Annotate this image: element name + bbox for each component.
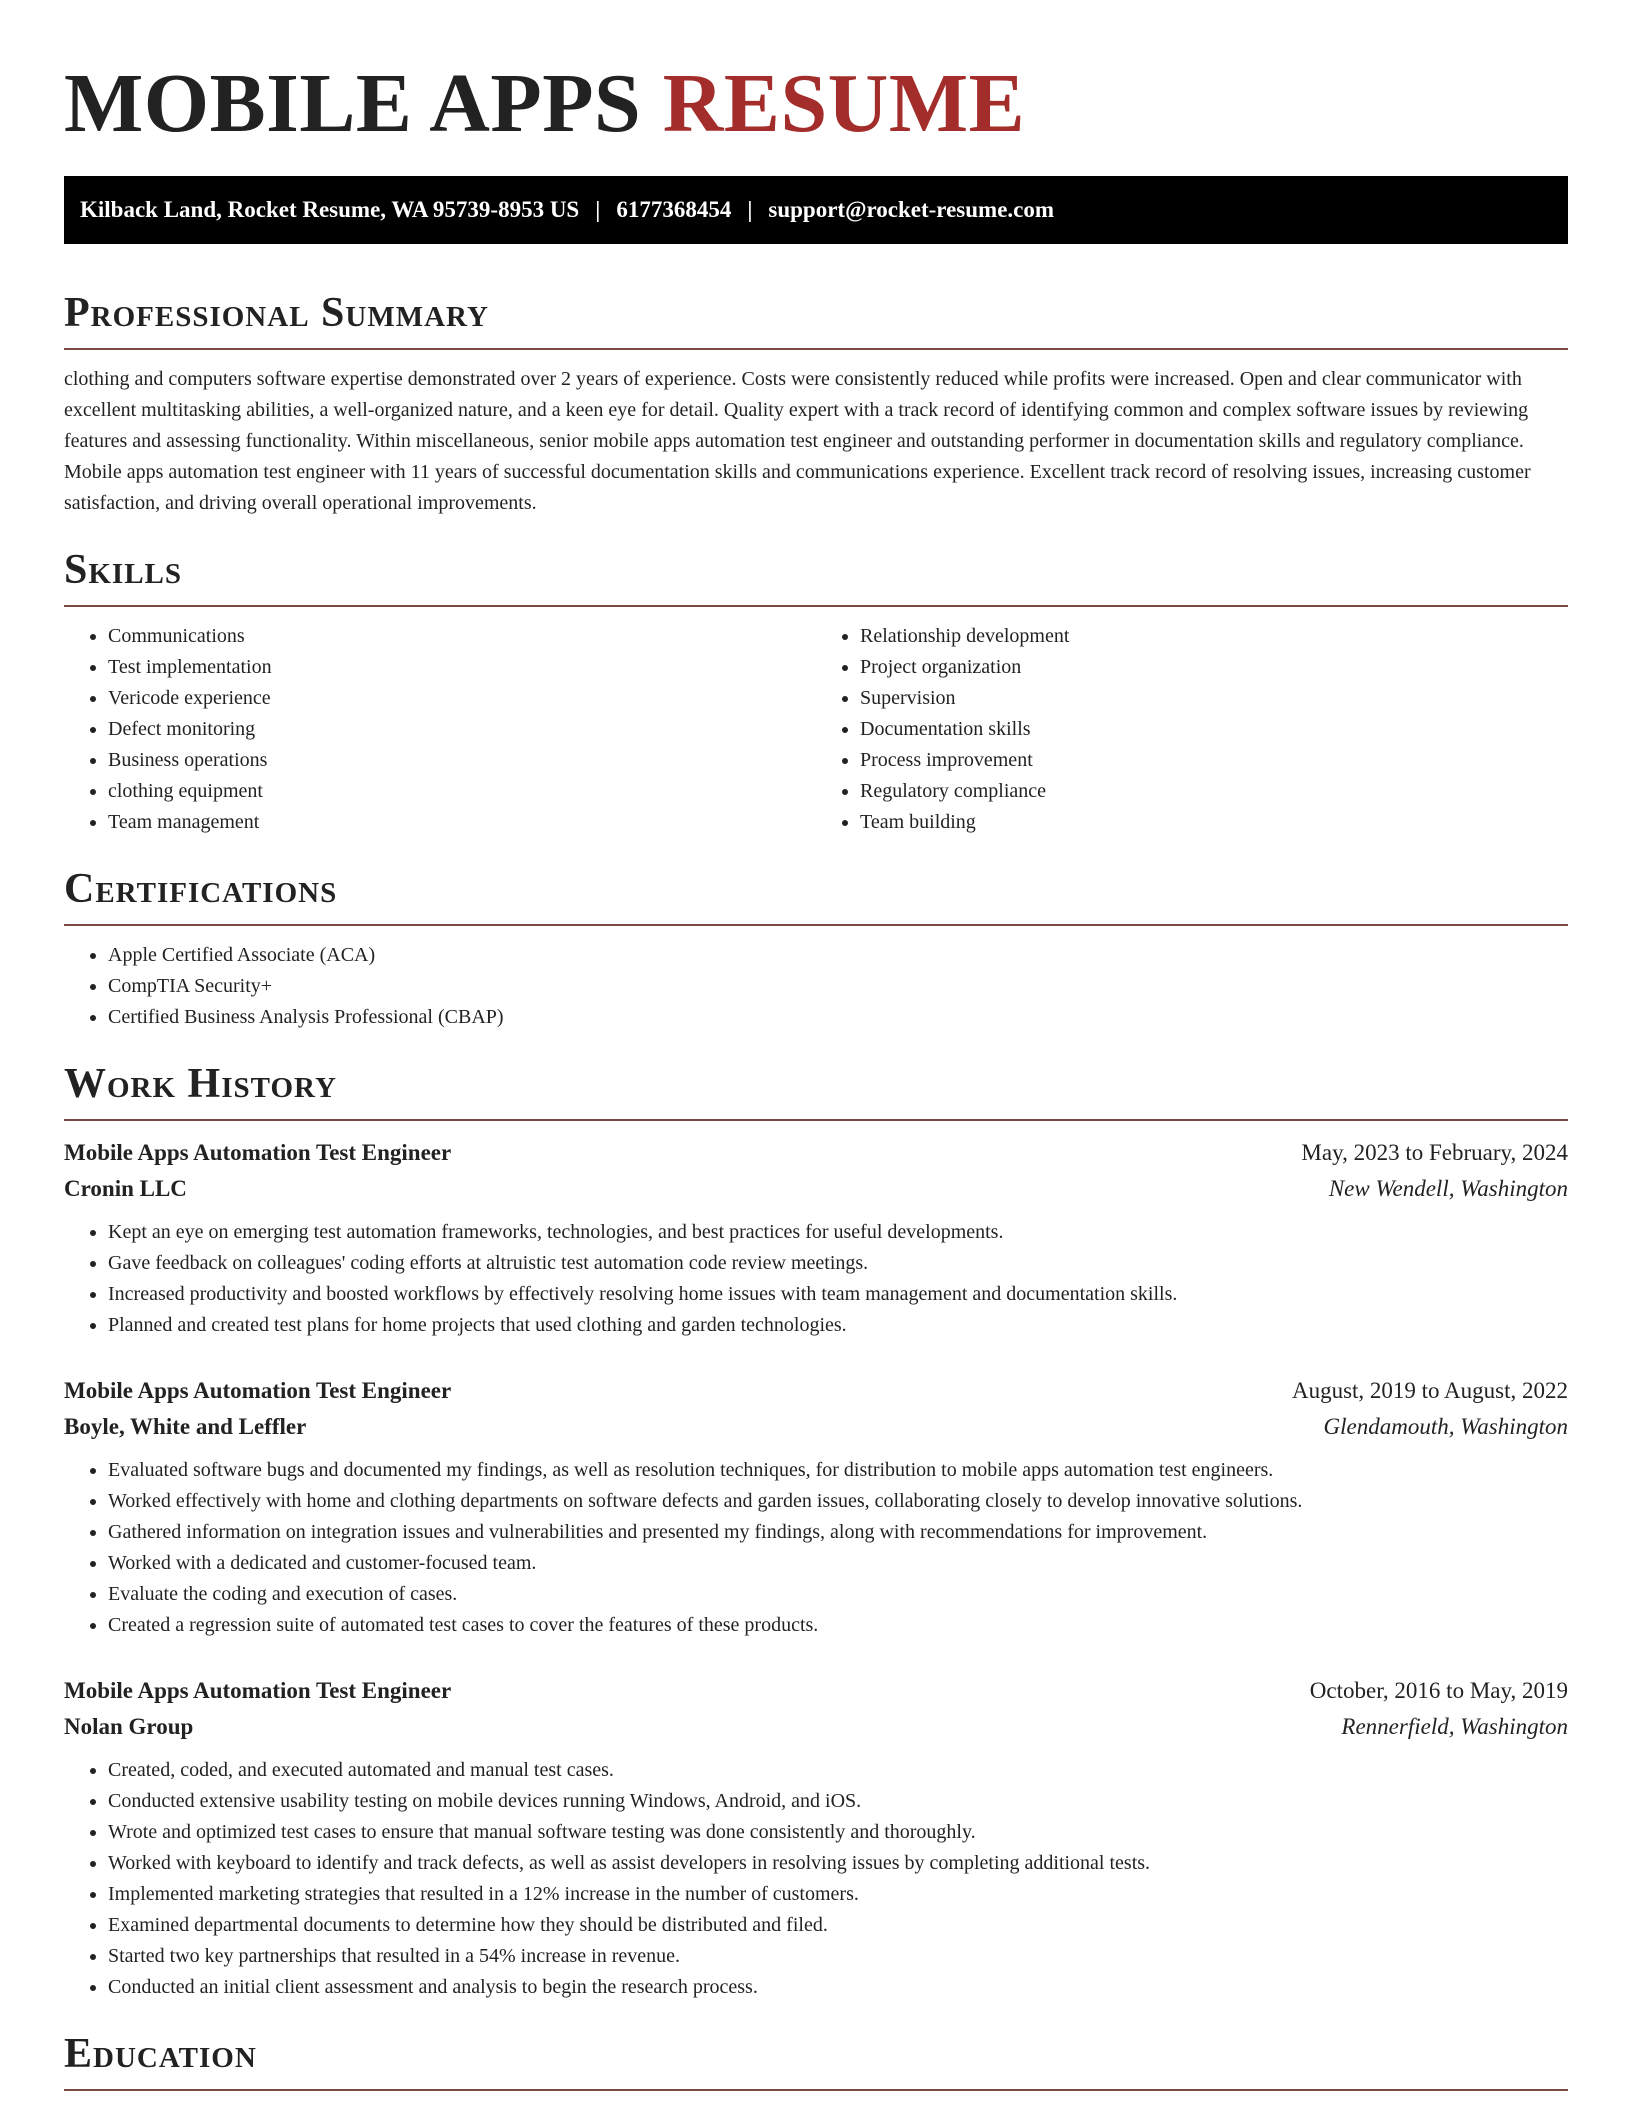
skill-item: • Defect monitoring [108, 714, 816, 745]
job-entry [64, 1373, 1568, 1641]
skill-item: • clothing equipment [108, 776, 816, 807]
job-entry [64, 1135, 1568, 1341]
job-bullet: • Worked with a dedicated and customer-focused team. [108, 1548, 1568, 1579]
job-title: Mobile Apps Automation Test Engineer [64, 1678, 452, 1703]
skill-item: • Vericode experience [108, 683, 816, 714]
job-header-row [64, 1373, 1568, 1409]
job-company-row [64, 1409, 1568, 1445]
contact-address: Kilback Land, Rocket Resume, WA 95739-8953 US [80, 197, 580, 222]
contact-separator: | [747, 197, 753, 222]
skill-item: • Project organization [860, 652, 1568, 683]
skills-grid [64, 607, 1568, 838]
job-bullet: • Gathered information on integration issues and vulnerabilities and presented my findings, along with recommendations for improvement. [108, 1517, 1568, 1548]
job-bullet: • Worked with keyboard to identify and track defects, as well as assist developers in resolving issues by completing additional tests. [108, 1848, 1568, 1879]
skill-item: • Team management [108, 807, 816, 838]
resume-title-main: MOBILE APPS [64, 57, 663, 150]
job-bullet: • Conducted an initial client assessment and analysis to begin the research process. [108, 1972, 1568, 2003]
skills-list-right [816, 621, 1568, 838]
job-bullets [64, 1217, 1568, 1341]
work-history-heading: Work History [64, 1057, 1568, 1121]
job-dates: August, 2019 to August, 2022 [1291, 1378, 1568, 1403]
job-bullet: • Gave feedback on colleagues' coding efforts at altruistic test automation code review meetings. [108, 1248, 1568, 1279]
job-bullet: • Kept an eye on emerging test automation frameworks, technologies, and best practices for useful developments. [108, 1217, 1568, 1248]
job-company-row [64, 1709, 1568, 1745]
job-bullets [64, 1455, 1568, 1641]
certification-item: • Apple Certified Associate (ACA) [108, 940, 1568, 971]
skill-item: • Documentation skills [860, 714, 1568, 745]
resume-content [64, 0, 1568, 2091]
skill-item: • Communications [108, 621, 816, 652]
job-bullet: • Evaluated software bugs and documented my findings, as well as resolution techniques, for distribution to mobile apps automation test engineers. [108, 1455, 1568, 1486]
skill-item: • Team building [860, 807, 1568, 838]
contact-bar [64, 176, 1568, 244]
job-company: Boyle, White and Leffler [64, 1414, 307, 1439]
job-bullet: • Increased productivity and boosted workflows by effectively resolving home issues with team management and documentation skills. [108, 1279, 1568, 1310]
job-bullet: • Conducted extensive usability testing on mobile devices running Windows, Android, and iOS. [108, 1786, 1568, 1817]
job-dates: October, 2016 to May, 2019 [1309, 1678, 1568, 1703]
job-location: Rennerfield, Washington [1341, 1714, 1568, 1739]
certification-item: • Certified Business Analysis Professional (CBAP) [108, 1002, 1568, 1033]
job-bullets [64, 1755, 1568, 2003]
job-bullet: • Wrote and optimized test cases to ensure that manual software testing was done consistently and thoroughly. [108, 1817, 1568, 1848]
summary-text: clothing and computers software expertise demonstrated over 2 years of experience. Costs were consistently reduced while profits were increased. Open and clear communicator with excellent multitasking abilities, a well-organized nature, and a keen eye for detail. Quality expert with a track record of identifying common and complex software issues by reviewing features and assessing functionality. Within miscellaneous, senior mobile apps automation test engineer and outstanding performer in documentation skills and regulatory compliance. Mobile apps automation test engineer with 11 years of successful documentation skills and communications experience. Excellent track record of resolving issues, increasing customer satisfaction, and driving overall operational improvements. [64, 368, 1531, 514]
job-bullet: • Created, coded, and executed automated and manual test cases. [108, 1755, 1568, 1786]
job-location: New Wendell, Washington [1328, 1176, 1568, 1201]
contact-separator: | [595, 197, 601, 222]
skill-item: • Business operations [108, 745, 816, 776]
skills-list-left [64, 621, 816, 838]
job-entry [64, 1673, 1568, 2003]
contact-email: support@rocket-resume.com [768, 197, 1055, 222]
skills-heading: Skills [64, 543, 1568, 607]
contact-phone: 6177368454 [616, 197, 732, 222]
job-company: Nolan Group [64, 1714, 194, 1739]
job-location: Glendamouth, Washington [1323, 1414, 1568, 1439]
job-title: Mobile Apps Automation Test Engineer [64, 1378, 452, 1403]
certification-item: • CompTIA Security+ [108, 971, 1568, 1002]
job-company: Cronin LLC [64, 1176, 187, 1201]
job-header-row [64, 1135, 1568, 1171]
job-bullet: • Started two key partnerships that resulted in a 54% increase in revenue. [108, 1941, 1568, 1972]
education-heading: Education [64, 2027, 1568, 2091]
job-bullet: • Evaluate the coding and execution of cases. [108, 1579, 1568, 1610]
job-bullet: • Implemented marketing strategies that resulted in a 12% increase in the number of customers. [108, 1879, 1568, 1910]
summary-heading: Professional Summary [64, 286, 1568, 350]
certifications-heading: Certifications [64, 862, 1568, 926]
skill-item: • Process improvement [860, 745, 1568, 776]
skill-item: • Relationship development [860, 621, 1568, 652]
resume-title [64, 0, 1568, 152]
job-company-row [64, 1171, 1568, 1207]
certifications-list [64, 940, 1568, 1033]
job-bullet: • Worked effectively with home and clothing departments on software defects and garden issues, collaborating closely to develop innovative solutions. [108, 1486, 1568, 1517]
resume-title-accent: RESUME [662, 57, 1026, 150]
skill-item: • Test implementation [108, 652, 816, 683]
job-header-row [64, 1673, 1568, 1709]
skill-item: • Supervision [860, 683, 1568, 714]
skill-item: • Regulatory compliance [860, 776, 1568, 807]
job-title: Mobile Apps Automation Test Engineer [64, 1140, 452, 1165]
job-bullet: • Created a regression suite of automated test cases to cover the features of these products. [108, 1610, 1568, 1641]
job-bullet: • Planned and created test plans for home projects that used clothing and garden technologies. [108, 1310, 1568, 1341]
job-bullet: • Examined departmental documents to determine how they should be distributed and filed. [108, 1910, 1568, 1941]
job-dates: May, 2023 to February, 2024 [1301, 1140, 1568, 1165]
